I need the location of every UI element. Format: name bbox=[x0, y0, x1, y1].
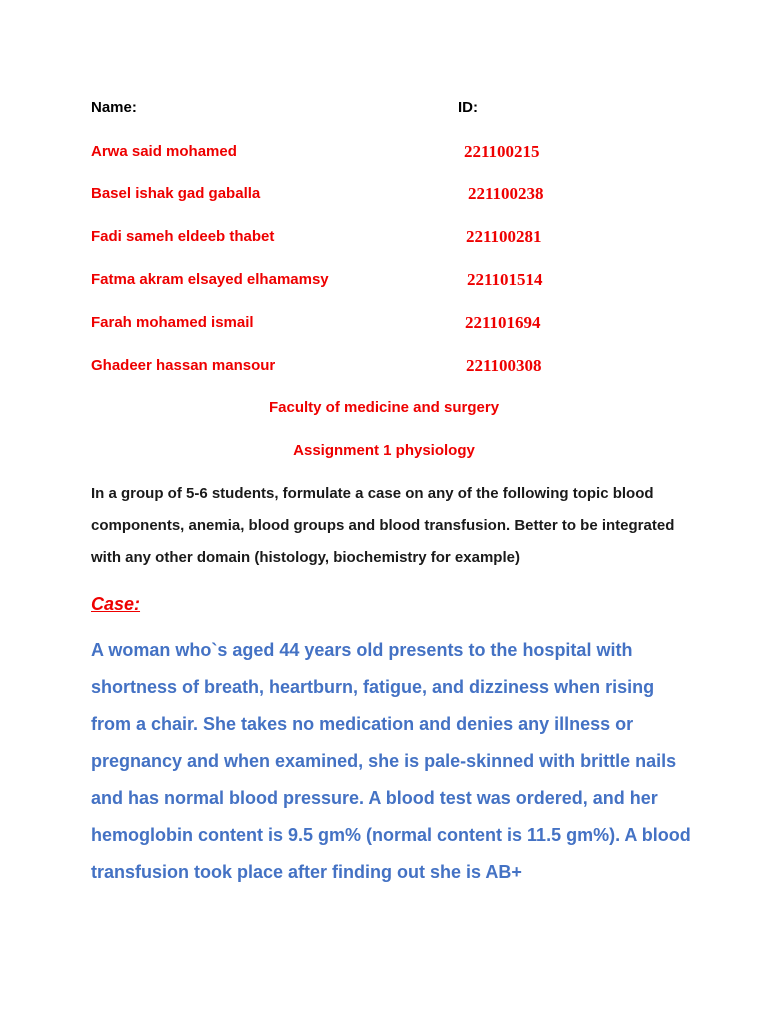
student-name: Ghadeer hassan mansour bbox=[91, 357, 276, 374]
id-column-header: ID: bbox=[458, 99, 478, 116]
student-id: 221101694 bbox=[465, 313, 541, 332]
student-name: Farah mohamed ismail bbox=[91, 314, 254, 331]
assignment-title: Assignment 1 physiology bbox=[293, 442, 475, 459]
student-id: 221100238 bbox=[468, 184, 544, 203]
faculty-title: Faculty of medicine and surgery bbox=[268, 399, 500, 416]
student-id: 221100215 bbox=[464, 142, 540, 161]
instructions-paragraph: In a group of 5-6 students, formulate a case on any of the following topic blood components, anemia, blood groups and blood transfusion. Better to be integrated with any other domain (histology, biochemistry for example) bbox=[91, 485, 675, 566]
student-name: Fatma akram elsayed elhamamsy bbox=[91, 271, 329, 288]
student-name: Fadi sameh eldeeb thabet bbox=[91, 228, 275, 245]
student-id: 221100281 bbox=[466, 227, 542, 246]
student-id: 221101514 bbox=[467, 270, 543, 289]
student-name: Basel ishak gad gaballa bbox=[91, 185, 261, 202]
case-paragraph: A woman who`s aged 44 years old presents to the hospital with shortness of breath, heartburn, fatigue, and dizziness when rising from a chair. She takes no medication and denies any illness or pregnancy and when examined, she is pale-skinned with brittle nails and has normal blood pressure. A blood test was ordered, and her hemoglobin content is 9.5 gm% (normal content is 11.5 gm%). A blood transfusion took place after finding out she is AB+ bbox=[91, 640, 691, 882]
student-name: Arwa said mohamed bbox=[91, 143, 237, 160]
case-heading: Case: bbox=[91, 594, 141, 614]
student-id: 221100308 bbox=[466, 356, 542, 375]
name-column-header: Name: bbox=[91, 99, 137, 116]
